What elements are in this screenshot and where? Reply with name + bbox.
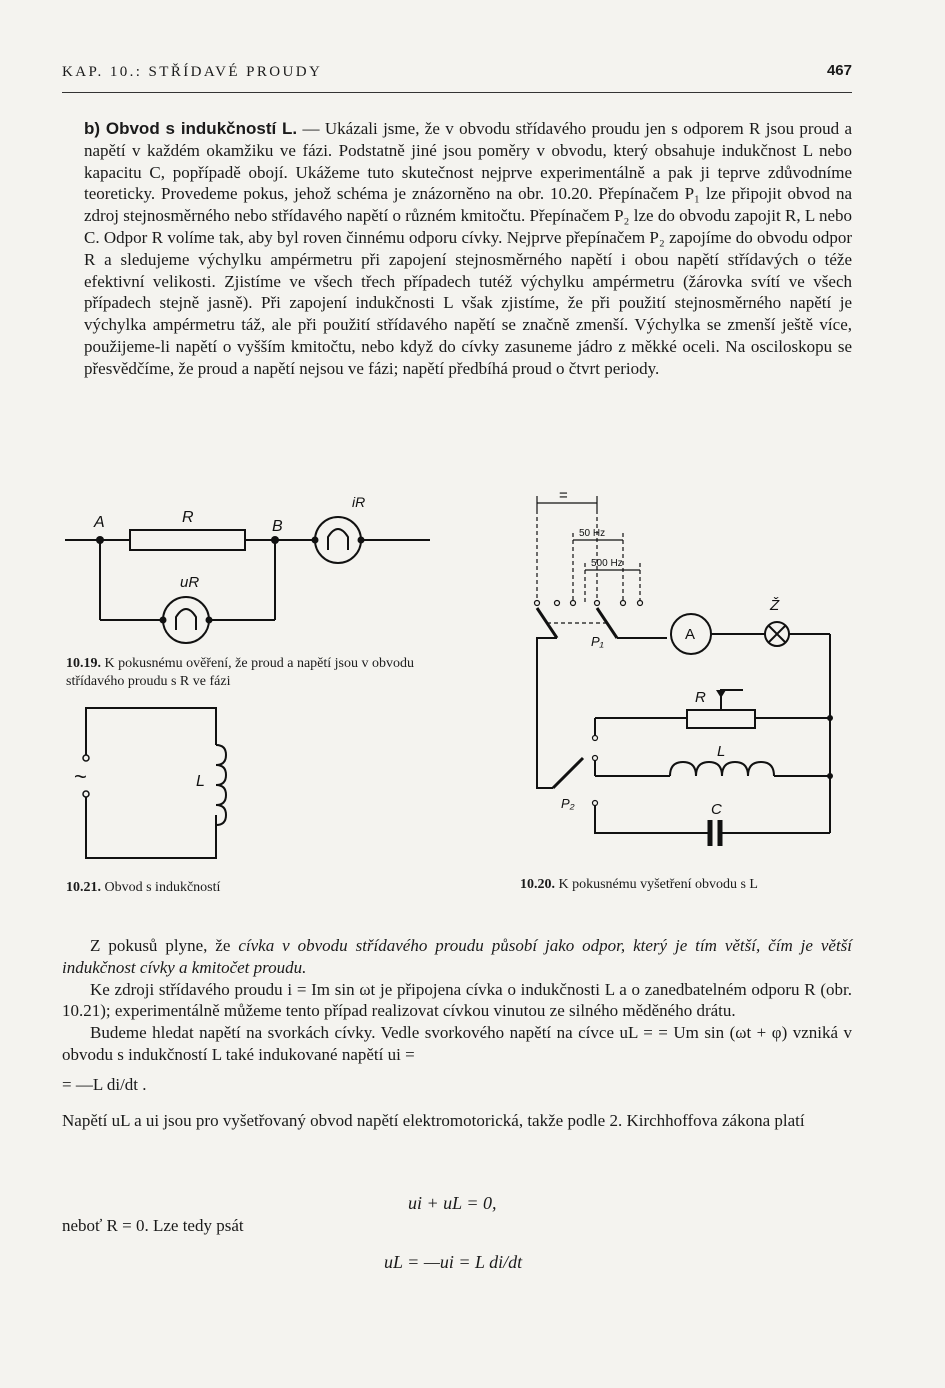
caption-10-19: 10.19. K pokusnému ověření, že proud a napětí jsou v obvodu střídavého proudu s R ve fázi bbox=[66, 656, 414, 689]
equation-2: ui + uL = 0, bbox=[408, 1193, 497, 1213]
label-r: R bbox=[182, 509, 194, 526]
paragraph-voltage: Budeme hledat napětí na svorkách cívky. Vedle svorkového napětí na cívce uL = = Um sin (ωt + φ) vzniká v obvodu s indukčností L také indukované napětí ui = bbox=[62, 1023, 852, 1064]
label-dc: = bbox=[559, 487, 568, 504]
page-header bbox=[62, 62, 852, 93]
figure-10-19 bbox=[60, 495, 440, 655]
paragraph-r-zero: neboť R = 0. Lze tedy psát bbox=[62, 1216, 244, 1235]
label-50hz: 50 Hz bbox=[579, 528, 606, 539]
running-head: KAP. 10.: STŘÍDAVÉ PROUDY bbox=[62, 64, 323, 80]
section-paragraph: — Ukázali jsme, že v obvodu střídavého proudu jen s odporem R jsou proud a napětí v každém okamžiku ve fázi. Podstatně jiné jsou poměry v obvodu, který obsahuje indukčnost L nebo kapacitu C, popřípadě obojí. Ukážeme tuto skutečnost nejprve experimentálně a pak ji teprve zdůvodníme teoreticky. Provedeme pokus, jehož schéma je znázorněno na obr. 10.20. Přepínačem P₁ lze připojit obvod na zdroj stejnosměrného nebo střídavého napětí o různém kmitočtu. Přepínačem P₂ lze do obvodu zapojit R, L nebo C. Odpor R volíme tak, aby byl roven činnému odporu cívky. Nejprve přepínačem P₂ zapojíme do obvodu odpor R a sledujeme výchylku ampérmetru při zapojení stejnosměrného napětí i obou napětí střídavých o téže efektivní velikosti. Zjistíme ve všech třech případech tutéž výchylku ampérmetru (žárovka svítí ve všech případech stejně jasně). Při zapojení indukčnosti L však zjistíme, že při použití stejnosměrného napětí je výchylka ampérmetru táž, ale při použití střídavého napětí se značně zmenší. Výchylka se zmenší ještě více, použijeme-li napětí o vyšším kmitočtu, nebo když do cívky zasuneme jádro z měkké oceli. Na osciloskopu se přesvědčíme, že proud a napětí nejsou ve fázi; napětí předbíhá proud o čtvrt periody. bbox=[84, 119, 852, 378]
label-capacitor: C bbox=[711, 801, 722, 818]
label-l: L bbox=[196, 773, 205, 790]
figure-10-21 bbox=[60, 700, 240, 865]
label-ir: iR bbox=[352, 494, 366, 510]
paragraph-kirchhoff: Napětí uL a ui jsou pro vyšetřovaný obvod napětí elektromotorická, takže podle 2. Kirchhoffova zákona platí bbox=[62, 1110, 805, 1130]
label-500hz: 500 Hz bbox=[591, 558, 623, 569]
label-a: A bbox=[94, 514, 105, 531]
label-source: ~ bbox=[74, 764, 87, 789]
label-b: B bbox=[272, 518, 283, 535]
label-p1: P₁ bbox=[591, 634, 604, 649]
label-inductor: L bbox=[717, 743, 726, 760]
label-ammeter: A bbox=[685, 626, 696, 643]
label-resistor: R bbox=[695, 689, 706, 706]
equation-1: = —L di/dt . bbox=[62, 1074, 147, 1094]
section-heading: b) Obvod s indukčností L. bbox=[84, 119, 298, 138]
label-bulb: Ž bbox=[770, 597, 780, 614]
page-number: 467 bbox=[826, 62, 852, 79]
label-p2: P₂ bbox=[561, 796, 575, 811]
paragraph-source: Ke zdroji střídavého proudu i = Im sin ωt je připojena cívka o indukčnosti L a o zanedbatelném odporu R (obr. 10.21); experimentálně můžeme tento případ realizovat cívkou vinutou ze silného měděného drátu. bbox=[62, 979, 852, 1021]
caption-10-21: 10.21. Obvod s indukčností bbox=[66, 880, 221, 895]
label-ur: uR bbox=[180, 574, 200, 591]
section-inductance-text bbox=[62, 118, 852, 380]
section-conclusion: Z pokusů plyne, že cívka v obvodu střídavého proudu působí jako odpor, který je tím větší, čím je větší indukčnost cívky a kmitočet proudu. Ke zdroji střídavého proudu i = Im sin ωt je připojena cívka o indukčnosti L a o zanedbatelném odporu R (obr. 10.21); experimentálně můžeme tento případ realizovat cívkou vinutou ze silného měděného drátu. Budeme hledat napětí na svorkách cívky. Vedle svorkového napětí na cívce uL = = Um sin (ωt + φ) vzniká v obvodu s indukčností L také indukované napětí ui = = —L di/dt . Napětí uL a ui jsou pro vyšetřovaný obvod napětí elektromotorická, takže podle 2. Kirchhoffova zákona platí bbox=[62, 936, 853, 1130]
equation-3: uL = —ui = L di/dt bbox=[384, 1252, 523, 1272]
figure-10-20 bbox=[525, 488, 845, 868]
caption-10-20: 10.20. K pokusnému vyšetření obvodu s L bbox=[520, 877, 758, 892]
